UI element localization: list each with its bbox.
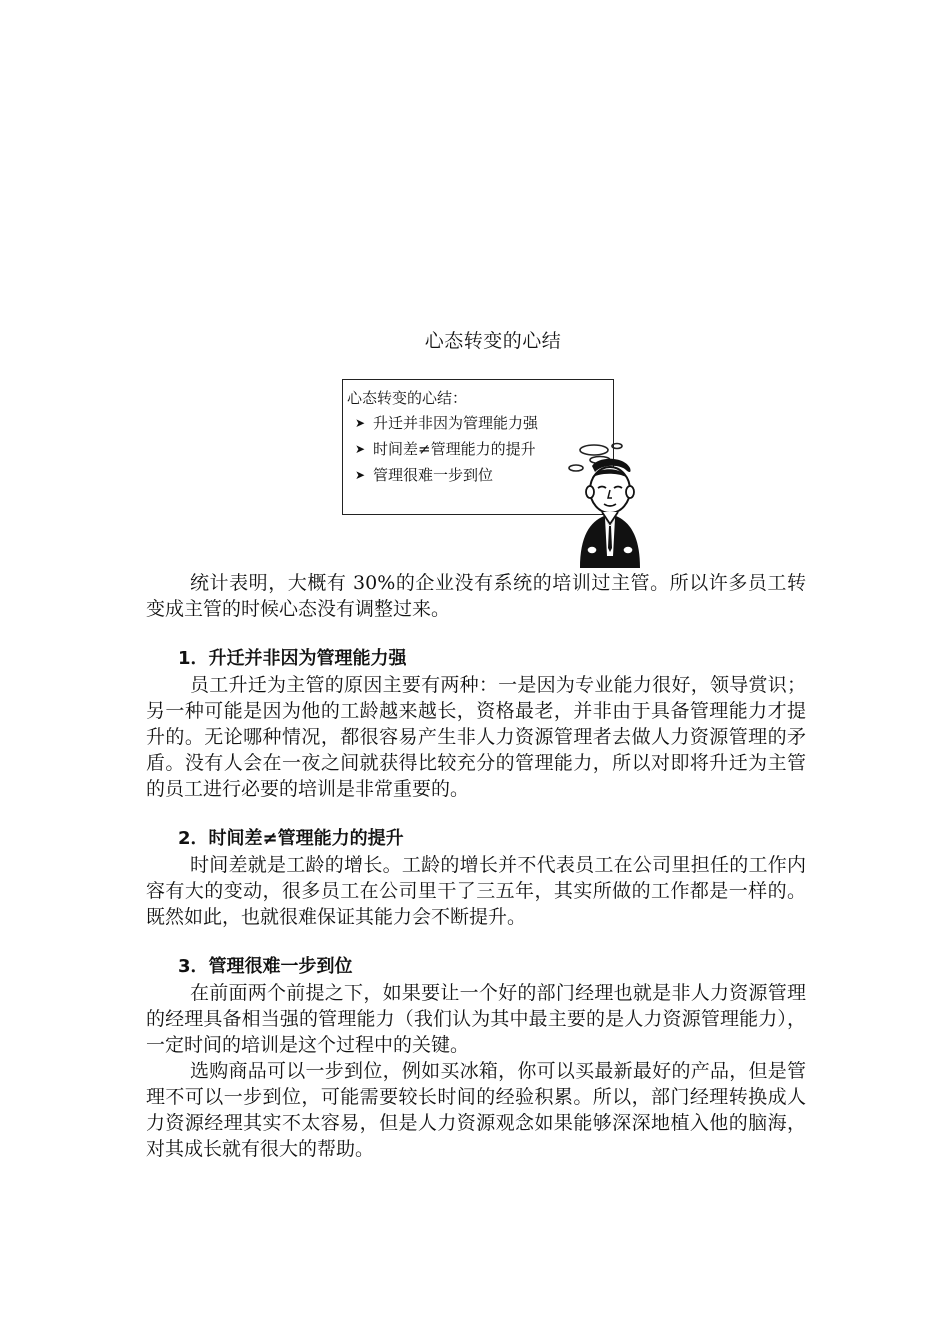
section-heading: 1．升迁并非因为管理能力强 [178,648,407,669]
article-body [146,570,806,1162]
arrow-bullet-icon: ➤ [355,468,366,482]
section-heading: 3．管理很难一步到位 [178,956,353,977]
figure-item-text: 时间差≠管理能力的提升 [373,440,536,458]
section-heading: 2．时间差≠管理能力的提升 [178,828,404,849]
section-paragraph: 时间差就是工龄的增长。工龄的增长并不代表员工在公司里担任的工作内容有大的变动，很多员工在公司里干了三五年，其实所做的工作都是一样的。既然如此，也就很难保证其能力会不断提升。 [146,854,806,928]
arrow-bullet-icon: ➤ [355,416,366,430]
arrow-bullet-icon: ➤ [355,442,366,456]
figure-item [347,413,613,439]
section-paragraph: 选购商品可以一步到位，例如买冰箱，你可以买最新最好的产品，但是管理不可以一步到位，可能需要较长时间的经验积累。所以，部门经理转换成人力资源经理其实不太容易，但是人力资源观念如果能够深深地植入他的脑海，对其成长就有很大的帮助。 [146,1060,806,1160]
figure-item-text: 管理很难一步到位 [373,466,494,484]
figure-heading: 心态转变的心结： [347,389,468,407]
intro-paragraph: 统计表明，大概有 30%的企业没有系统的培训过主管。所以许多员工转变成主管的时候心态没有调整过来。 [146,572,806,620]
dizzy-manager-illustration [562,438,648,568]
section-paragraph: 员工升迁为主管的原因主要有两种：一是因为专业能力很好，领导赏识；另一种可能是因为他的工龄越来越长，资格最老，并非由于具备管理能力才提升的。无论哪种情况，都很容易产生非人力资源管理者去做人力资源管理的矛盾。没有人会在一夜之间就获得比较充分的管理能力，所以对即将升迁为主管的员工进行必要的培训是非常重要的。 [146,674,806,800]
page-title: 心态转变的心结 [424,330,562,352]
section-paragraph: 在前面两个前提之下，如果要让一个好的部门经理也就是非人力资源管理的经理具备相当强的管理能力（我们认为其中最主要的是人力资源管理能力），一定时间的培训是这个过程中的关键。 [146,982,806,1056]
figure-item-text: 升迁并非因为管理能力强 [373,414,539,432]
